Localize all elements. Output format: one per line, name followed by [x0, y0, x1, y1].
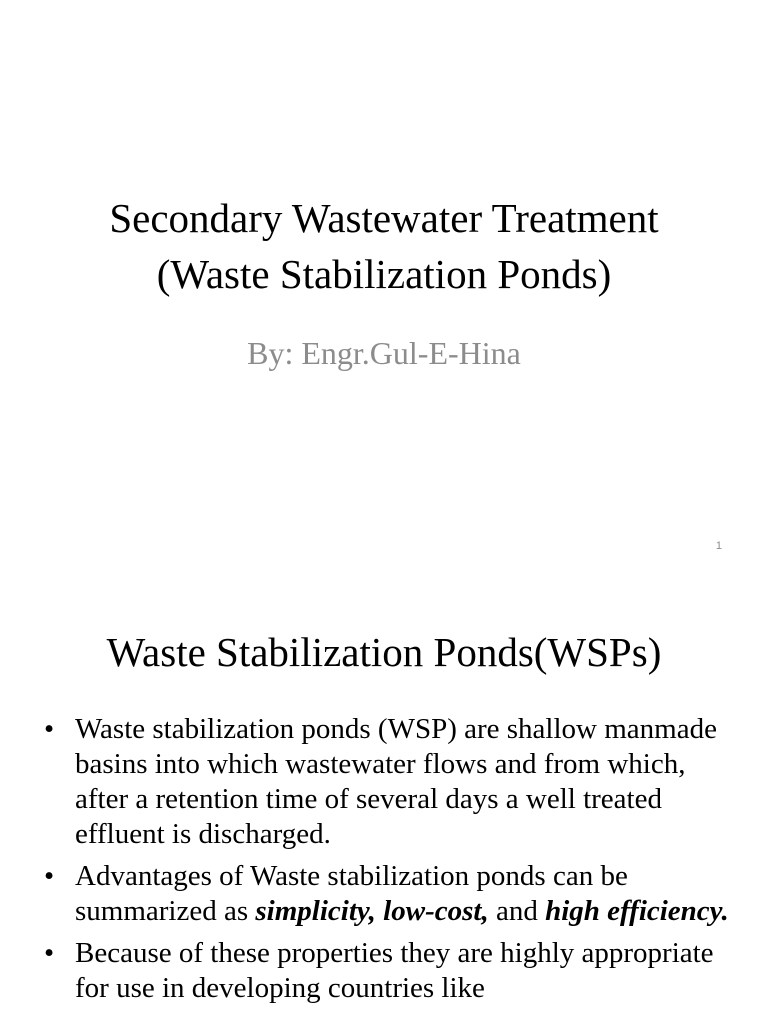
slide-2	[0, 576, 768, 1024]
bullet-2-emphasis-1: simplicity, low-cost,	[255, 895, 489, 927]
slide-1-title	[0, 190, 768, 302]
slide-1-title-line-1: Secondary Wastewater Treatment	[109, 195, 659, 241]
slide-2-title: Waste Stabilization Ponds(WSPs)	[106, 629, 662, 675]
author-line: By: Engr.Gul-E-Hina	[247, 335, 521, 371]
bullet-2-text-1: Advantages of Waste stabilization ponds can be summarized as	[75, 860, 628, 927]
bullet-2-emphasis-2: high efficiency.	[545, 895, 729, 927]
bullet-2-text-2: and	[488, 895, 546, 927]
slide-1-title-line-2: (Waste Stabilization Ponds)	[156, 251, 612, 297]
bullet-item-1: • Waste stabilization ponds (WSP) are shallow manmade basins into which wastewater flows and from which, after a retention time of several days a well treated effluent is discharged.	[44, 712, 734, 852]
bullet-list	[44, 712, 734, 1013]
bullet-item-2	[44, 859, 734, 929]
page-number: 1	[715, 540, 722, 552]
bullet-item-3: • Because of these properties they are highly appropriate for use in developing countries like	[44, 936, 734, 1006]
